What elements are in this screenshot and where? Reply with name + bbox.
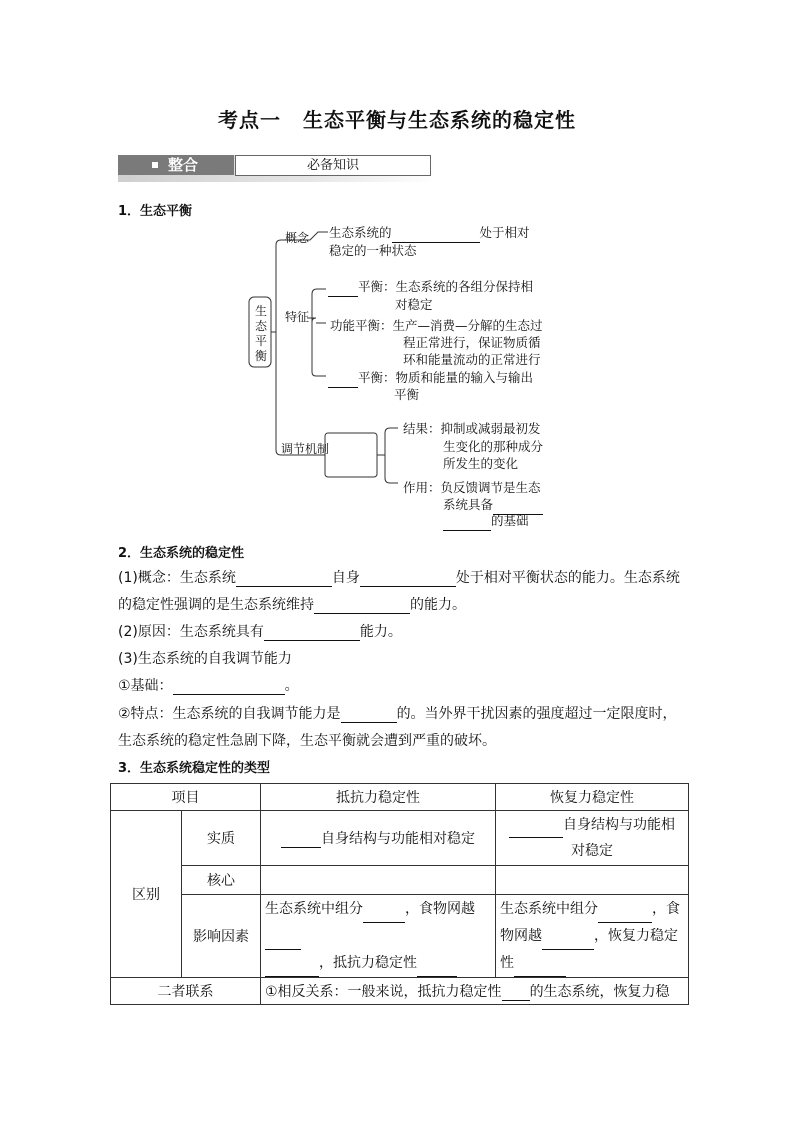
page-title: 考点一 生态平衡与生态系统的稳定性 (218, 108, 576, 132)
root-char: 态 (254, 319, 267, 333)
role-line3: 的基础 (443, 510, 529, 531)
row-label-factors: 影响因素 (182, 895, 261, 978)
blank (363, 907, 405, 923)
row-label-core: 核心 (182, 866, 261, 895)
row-label-relation: 二者联系 (111, 978, 261, 1005)
blank (265, 961, 319, 977)
mindmap-root (252, 304, 270, 364)
concept-line2: 稳定的一种状态 (329, 243, 417, 258)
blank (502, 985, 530, 1001)
cell-resistance-factors: 生态系统中组分 ，食物网越 ，抵抗力稳定性 (261, 895, 496, 978)
heading-2: 2．生态系统的稳定性 (118, 546, 245, 561)
result-line3: 所发生的变化 (443, 456, 519, 471)
blank (328, 281, 358, 297)
blank (265, 934, 301, 950)
blank (314, 598, 410, 614)
cell-resilience-factors: 生态系统中组分 ，食 物网越 ，恢复力稳定 性 (496, 895, 689, 978)
branch-features: 特征 (285, 310, 310, 324)
para-self-regulation: (3)生态系统的自我调节能力 (118, 651, 292, 667)
feature3-line1: 平衡：物质和能量的输入与输出 (328, 367, 533, 388)
blank (264, 625, 360, 641)
role-line1: 作用：负反馈调节是生态 (403, 480, 541, 495)
blank (173, 679, 285, 695)
feature1-line2: 对稳定 (395, 297, 433, 312)
feature3-line2: 平衡 (394, 387, 420, 402)
blank (542, 934, 594, 950)
col-header-resilience: 恢复力稳定性 (496, 784, 689, 811)
col-header-resistance: 抵抗力稳定性 (261, 784, 496, 811)
root-char: 平 (254, 334, 267, 348)
branch-regulation: 调节机制 (281, 442, 330, 456)
cell-resilience-core (496, 866, 689, 895)
blank (514, 961, 566, 977)
cell-resistance-core (261, 866, 496, 895)
col-header-item: 项目 (111, 784, 261, 811)
feature2-line3: 环和能量流动的正常进行 (403, 352, 541, 367)
row-group-difference: 区别 (111, 811, 182, 978)
result-line2: 生变化的那种成分 (443, 439, 544, 454)
blank (509, 822, 563, 838)
para-concept-cont: 的稳定性强调的是生态系统维持 的能力。 (118, 597, 466, 613)
para-feature-cont: 生态系统的稳定性急剧下降，生态平衡就会遭到严重的破坏。 (118, 733, 496, 749)
para-basis: ①基础： 。 (118, 678, 299, 694)
stability-table (110, 783, 689, 1005)
section-tag: 必备知识 (235, 155, 431, 176)
blank (328, 372, 358, 388)
heading-3: 3．生态系统稳定性的类型 (118, 761, 271, 776)
cell-resistance-essence: 自身结构与功能相对稳定 (261, 811, 496, 866)
para-feature: ②特点：生态系统的自我调节能力是 的。当外界干扰因素的强度超过一定限度时， (118, 706, 677, 722)
para-reason: (2)原因：生态系统具有 能力。 (118, 624, 402, 640)
role-line2: 系统具备 (443, 494, 543, 515)
blank (236, 571, 332, 587)
blank (281, 832, 321, 848)
feature1-line1: 平衡：生态系统的各组分保持相 (328, 276, 533, 297)
blank (417, 961, 457, 977)
root-char: 生 (254, 304, 267, 318)
mindmap-brackets (0, 0, 794, 540)
blank (443, 515, 491, 531)
row-label-essence: 实质 (182, 811, 261, 866)
root-char: 衡 (254, 349, 267, 363)
section-label: 整合 (168, 156, 199, 174)
feature2-line2: 程正常进行，保证物质循 (403, 335, 541, 350)
blank (360, 571, 456, 587)
blank (598, 907, 652, 923)
heading-1: 1．生态平衡 (118, 204, 193, 219)
blank (341, 707, 397, 723)
branch-concept: 概念 (285, 231, 310, 245)
feature2-line1: 功能平衡：生产—消费—分解的生态过 (330, 318, 543, 333)
cell-relation: ①相反关系：一般来说，抵抗力稳定性 的生态系统，恢复力稳 (261, 978, 689, 1005)
result-line1: 结果：抑制或减弱最初发 (403, 421, 541, 436)
concept-line1: 生态系统的 处于相对 (329, 222, 530, 243)
para-concept: (1)概念：生态系统 自身 处于相对平衡状态的能力。生态系统 (118, 570, 680, 586)
cell-resilience-essence: 自身结构与功能相 对稳定 (496, 811, 689, 866)
